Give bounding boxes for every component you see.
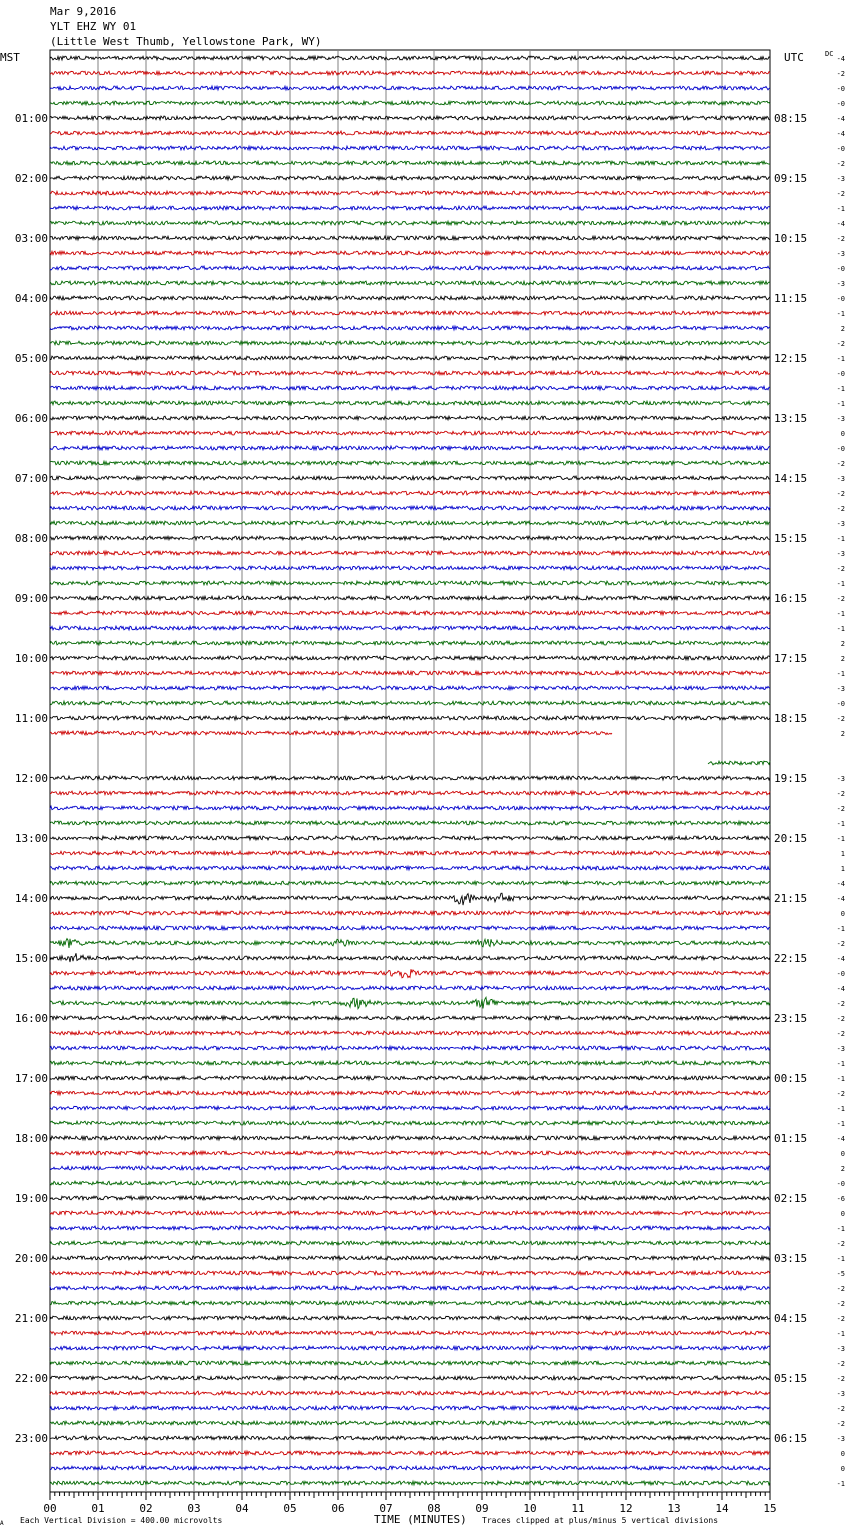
dc-offset-label: -2 — [836, 490, 845, 498]
trace-94 — [50, 1466, 770, 1470]
dc-offset-label: -4 — [836, 955, 845, 963]
right-hour-label: 17:15 — [774, 652, 808, 665]
dc-offset-label: -4 — [836, 895, 845, 903]
trace-84 — [50, 1316, 770, 1320]
right-hour-label: 19:15 — [774, 772, 808, 785]
trace-88 — [50, 1376, 770, 1380]
trace-56 — [50, 893, 770, 905]
trace-68 — [50, 1076, 770, 1080]
x-tick-label: 09 — [475, 1502, 489, 1515]
x-tick-label: 06 — [331, 1502, 345, 1515]
dc-offset-label: 2 — [840, 730, 845, 738]
trace-11 — [50, 221, 770, 225]
dc-offset-label: -2 — [836, 1090, 845, 1098]
dc-offset-label: -0 — [836, 370, 845, 378]
trace-58 — [50, 926, 770, 930]
trace-28 — [50, 476, 770, 480]
right-hour-label: 21:15 — [774, 892, 808, 905]
trace-95 — [50, 1481, 770, 1485]
left-hour-label: 06:00 — [14, 412, 48, 425]
dc-offset-label: -2 — [836, 235, 845, 243]
left-hour-label: 03:00 — [14, 232, 48, 245]
trace-18 — [50, 326, 770, 330]
right-hour-label: 14:15 — [774, 472, 808, 485]
trace-75 — [50, 1181, 770, 1185]
dc-offset-label: -3 — [836, 550, 845, 558]
trace-86 — [50, 1346, 770, 1350]
dc-offset-label: 0 — [840, 910, 845, 918]
dc-offset-label: -0 — [836, 295, 845, 303]
trace-66 — [50, 1046, 770, 1050]
dc-offset-label: -2 — [836, 715, 845, 723]
dc-offset-label: -2 — [836, 460, 845, 468]
x-tick-label: 15 — [763, 1502, 777, 1515]
dc-offset-label: -1 — [836, 925, 845, 933]
x-tick-label: 00 — [43, 1502, 57, 1515]
trace-32 — [50, 536, 770, 540]
right-hour-label: 12:15 — [774, 352, 808, 365]
x-axis-title: TIME (MINUTES) — [374, 1513, 467, 1526]
trace-8 — [50, 176, 770, 180]
dc-offset-label: -1 — [836, 670, 845, 678]
dc-offset-label: -3 — [836, 520, 845, 528]
dc-offset-label: -1 — [836, 205, 845, 213]
dc-offset-label: -4 — [836, 985, 845, 993]
dc-offset-label: -1 — [836, 835, 845, 843]
dc-offset-label: -2 — [836, 190, 845, 198]
left-hour-label: 08:00 — [14, 532, 48, 545]
trace-25 — [50, 431, 770, 435]
chart-date: Mar 9,2016 — [50, 5, 117, 18]
dc-offset-label: -1 — [836, 625, 845, 633]
trace-5 — [50, 131, 770, 135]
dc-offset-label: -1 — [836, 1060, 845, 1068]
dc-offset-label: -1 — [836, 610, 845, 618]
dc-offset-label: -0 — [836, 700, 845, 708]
left-hour-label: 12:00 — [14, 772, 48, 785]
trace-67 — [50, 1061, 770, 1065]
dc-offset-label: -3 — [836, 1345, 845, 1353]
dc-offset-label: -4 — [836, 130, 845, 138]
dc-offset-label: -1 — [836, 535, 845, 543]
trace-77 — [50, 1211, 770, 1215]
dc-offset-label: 0 — [840, 430, 845, 438]
trace-54 — [50, 866, 770, 870]
dc-offset-label: -2 — [836, 940, 845, 948]
dc-offset-label: 0 — [840, 1150, 845, 1158]
left-hour-label: 02:00 — [14, 172, 48, 185]
x-tick-label: 11 — [571, 1502, 585, 1515]
trace-35 — [50, 581, 770, 585]
trace-14 — [50, 266, 770, 270]
trace-45 — [50, 731, 612, 735]
dc-offset-label: -1 — [836, 385, 845, 393]
left-hour-label: 22:00 — [14, 1372, 48, 1385]
right-timezone-label: UTC — [784, 51, 804, 64]
dc-offset-label: -0 — [836, 100, 845, 108]
trace-92 — [50, 1436, 770, 1440]
trace-61 — [50, 969, 770, 978]
dc-offset-label: -2 — [836, 160, 845, 168]
dc-offset-label: -1 — [836, 580, 845, 588]
trace-16 — [50, 296, 770, 300]
trace-62 — [50, 986, 770, 990]
trace-64 — [50, 1016, 770, 1020]
left-hour-label: 04:00 — [14, 292, 48, 305]
trace-0 — [50, 56, 770, 60]
dc-offset-label: 2 — [840, 655, 845, 663]
dc-offset-label: -1 — [836, 1255, 845, 1263]
trace-82 — [50, 1286, 770, 1290]
left-hour-label: 07:00 — [14, 472, 48, 485]
dc-offset-label: -0 — [836, 85, 845, 93]
station-location: (Little West Thumb, Yellowstone Park, WY) — [50, 35, 322, 48]
trace-7 — [50, 161, 770, 165]
trace-69 — [50, 1091, 770, 1095]
dc-offset-label: -1 — [836, 1105, 845, 1113]
left-timezone-label: MST — [0, 51, 20, 64]
dc-offset-label: -1 — [836, 1075, 845, 1083]
trace-50 — [50, 806, 770, 810]
trace-60 — [50, 953, 770, 962]
trace-85 — [50, 1331, 770, 1335]
trace-19 — [50, 341, 770, 345]
dc-offset-label: -2 — [836, 1420, 845, 1428]
dc-offset-label: -0 — [836, 265, 845, 273]
dc-offset-label: -0 — [836, 145, 845, 153]
x-tick-label: 07 — [379, 1502, 393, 1515]
dc-offset-label: 1 — [840, 865, 845, 873]
trace-40 — [50, 656, 770, 660]
trace-89 — [50, 1391, 770, 1395]
trace-24 — [50, 416, 770, 420]
x-tick-label: 14 — [715, 1502, 729, 1515]
dc-offset-label: -2 — [836, 1000, 845, 1008]
x-tick-label: 01 — [91, 1502, 105, 1515]
trace-44 — [50, 716, 770, 720]
dc-offset-label: -4 — [836, 880, 845, 888]
trace-74 — [50, 1166, 770, 1170]
trace-13 — [50, 251, 770, 255]
dc-offset-label: -4 — [836, 55, 845, 63]
dc-offset-label: -5 — [836, 1270, 845, 1278]
trace-15 — [50, 281, 770, 285]
right-hour-label: 08:15 — [774, 112, 808, 125]
dc-offset-label: -3 — [836, 475, 845, 483]
trace-1 — [50, 71, 770, 75]
right-hour-label: 04:15 — [774, 1312, 808, 1325]
left-hour-label: 18:00 — [14, 1132, 48, 1145]
trace-47 — [708, 761, 770, 765]
left-hour-label: 09:00 — [14, 592, 48, 605]
trace-93 — [50, 1451, 770, 1455]
trace-39 — [50, 641, 770, 645]
dc-offset-label: -2 — [836, 1240, 845, 1248]
right-hour-label: 22:15 — [774, 952, 808, 965]
trace-3 — [50, 101, 770, 105]
x-tick-label: 04 — [235, 1502, 249, 1515]
left-hour-label: 21:00 — [14, 1312, 48, 1325]
dc-offset-label: 2 — [840, 1165, 845, 1173]
dc-offset-label: 1 — [840, 850, 845, 858]
trace-6 — [50, 146, 770, 150]
trace-48 — [50, 776, 770, 780]
dc-offset-label: -1 — [836, 355, 845, 363]
trace-70 — [50, 1106, 770, 1110]
trace-55 — [50, 881, 770, 885]
trace-4 — [50, 116, 770, 120]
dc-offset-label: -1 — [836, 1330, 845, 1338]
dc-offset-label: -2 — [836, 595, 845, 603]
dc-offset-label: -3 — [836, 1390, 845, 1398]
right-hour-label: 05:15 — [774, 1372, 808, 1385]
dc-offset-label: -3 — [836, 1045, 845, 1053]
dc-offset-label: -2 — [836, 1300, 845, 1308]
dc-offset-label: -0 — [836, 1180, 845, 1188]
trace-20 — [50, 356, 770, 360]
dc-offset-label: -4 — [836, 220, 845, 228]
trace-12 — [50, 236, 770, 240]
right-hour-label: 03:15 — [774, 1252, 808, 1265]
trace-57 — [50, 911, 770, 915]
trace-71 — [50, 1121, 770, 1125]
left-hour-label: 16:00 — [14, 1012, 48, 1025]
x-tick-label: 12 — [619, 1502, 633, 1515]
dc-offset-label: -3 — [836, 775, 845, 783]
x-tick-label: 10 — [523, 1502, 537, 1515]
dc-offset-label: -2 — [836, 1030, 845, 1038]
x-tick-label: 13 — [667, 1502, 681, 1515]
trace-59 — [50, 939, 770, 948]
trace-53 — [50, 851, 770, 855]
dc-offset-label: -0 — [836, 445, 845, 453]
dc-offset-label: -2 — [836, 790, 845, 798]
dc-offset-label: -2 — [836, 805, 845, 813]
scale-note: Each Vertical Division = 400.00 microvolts — [20, 1516, 223, 1525]
dc-offset-label: 2 — [840, 640, 845, 648]
dc-offset-label: -2 — [836, 340, 845, 348]
dc-offset-label: 0 — [840, 1210, 845, 1218]
trace-33 — [50, 551, 770, 555]
trace-26 — [50, 446, 770, 450]
trace-65 — [50, 1031, 770, 1035]
dc-offset-label: -3 — [836, 175, 845, 183]
trace-2 — [50, 86, 770, 90]
trace-27 — [50, 461, 770, 465]
left-hour-label: 20:00 — [14, 1252, 48, 1265]
left-hour-label: 17:00 — [14, 1072, 48, 1085]
trace-36 — [50, 596, 770, 600]
dc-offset-label: -2 — [836, 1360, 845, 1368]
clip-note: Traces clipped at plus/minus 5 vertical divisions — [482, 1516, 719, 1525]
right-hour-label: 09:15 — [774, 172, 808, 185]
left-hour-label: 19:00 — [14, 1192, 48, 1205]
trace-43 — [50, 701, 770, 705]
trace-81 — [50, 1271, 770, 1275]
left-hour-label: 11:00 — [14, 712, 48, 725]
trace-78 — [50, 1226, 770, 1230]
right-hour-label: 06:15 — [774, 1432, 808, 1445]
dc-offset-label: -2 — [836, 1405, 845, 1413]
trace-79 — [50, 1241, 770, 1245]
right-hour-label: 02:15 — [774, 1192, 808, 1205]
dc-label: DC — [825, 50, 834, 58]
trace-41 — [50, 671, 770, 675]
dc-offset-label: -2 — [836, 565, 845, 573]
left-hour-label: 23:00 — [14, 1432, 48, 1445]
trace-9 — [50, 191, 770, 195]
dc-offset-label: -3 — [836, 1435, 845, 1443]
trace-42 — [50, 686, 770, 690]
trace-49 — [50, 791, 770, 795]
x-tick-label: 03 — [187, 1502, 201, 1515]
dc-offset-label: 2 — [840, 325, 845, 333]
dc-offset-label: -3 — [836, 280, 845, 288]
corner-mark: A — [0, 1520, 4, 1527]
trace-76 — [50, 1196, 770, 1200]
dc-offset-label: -6 — [836, 1195, 845, 1203]
right-hour-label: 16:15 — [774, 592, 808, 605]
trace-90 — [50, 1406, 770, 1410]
dc-offset-label: 0 — [840, 1465, 845, 1473]
x-tick-label: 02 — [139, 1502, 153, 1515]
right-hour-label: 18:15 — [774, 712, 808, 725]
dc-offset-label: -1 — [836, 1480, 845, 1488]
station-code: YLT EHZ WY 01 — [50, 20, 137, 33]
trace-23 — [50, 401, 770, 405]
dc-offset-label: 0 — [840, 1450, 845, 1458]
dc-offset-label: -4 — [836, 115, 845, 123]
x-tick-label: 05 — [283, 1502, 297, 1515]
dc-offset-label: -2 — [836, 70, 845, 78]
trace-34 — [50, 566, 770, 570]
right-hour-label: 20:15 — [774, 832, 808, 845]
right-hour-label: 10:15 — [774, 232, 808, 245]
dc-offset-label: -2 — [836, 1285, 845, 1293]
trace-63 — [50, 997, 770, 1008]
trace-72 — [50, 1136, 770, 1140]
dc-offset-label: -1 — [836, 400, 845, 408]
left-hour-label: 01:00 — [14, 112, 48, 125]
trace-91 — [50, 1421, 770, 1425]
dc-offset-label: -3 — [836, 250, 845, 258]
right-hour-label: 13:15 — [774, 412, 808, 425]
right-hour-label: 15:15 — [774, 532, 808, 545]
trace-80 — [50, 1256, 770, 1260]
dc-offset-label: -1 — [836, 310, 845, 318]
trace-73 — [50, 1151, 770, 1155]
trace-87 — [50, 1361, 770, 1365]
right-hour-label: 11:15 — [774, 292, 808, 305]
right-hour-label: 00:15 — [774, 1072, 808, 1085]
trace-22 — [50, 386, 770, 390]
dc-offset-label: -3 — [836, 685, 845, 693]
right-hour-label: 01:15 — [774, 1132, 808, 1145]
dc-offset-label: -1 — [836, 820, 845, 828]
trace-10 — [50, 206, 770, 210]
dc-offset-label: -4 — [836, 1135, 845, 1143]
dc-offset-label: -0 — [836, 970, 845, 978]
trace-51 — [50, 821, 770, 825]
dc-offset-label: -2 — [836, 1315, 845, 1323]
left-hour-label: 15:00 — [14, 952, 48, 965]
left-hour-label: 05:00 — [14, 352, 48, 365]
trace-31 — [50, 521, 770, 525]
left-hour-label: 13:00 — [14, 832, 48, 845]
x-tick-label: 08 — [427, 1502, 441, 1515]
dc-offset-label: -3 — [836, 415, 845, 423]
trace-37 — [50, 611, 770, 615]
right-hour-label: 23:15 — [774, 1012, 808, 1025]
left-hour-label: 10:00 — [14, 652, 48, 665]
trace-29 — [50, 491, 770, 495]
dc-offset-label: -1 — [836, 1120, 845, 1128]
trace-52 — [50, 836, 770, 840]
trace-30 — [50, 506, 770, 510]
trace-38 — [50, 626, 770, 630]
plot-frame — [50, 50, 770, 1492]
trace-17 — [50, 311, 770, 315]
trace-21 — [50, 371, 770, 375]
trace-83 — [50, 1301, 770, 1305]
dc-offset-label: -1 — [836, 1225, 845, 1233]
dc-offset-label: -2 — [836, 1375, 845, 1383]
dc-offset-label: -2 — [836, 505, 845, 513]
dc-offset-label: -2 — [836, 1015, 845, 1023]
left-hour-label: 14:00 — [14, 892, 48, 905]
